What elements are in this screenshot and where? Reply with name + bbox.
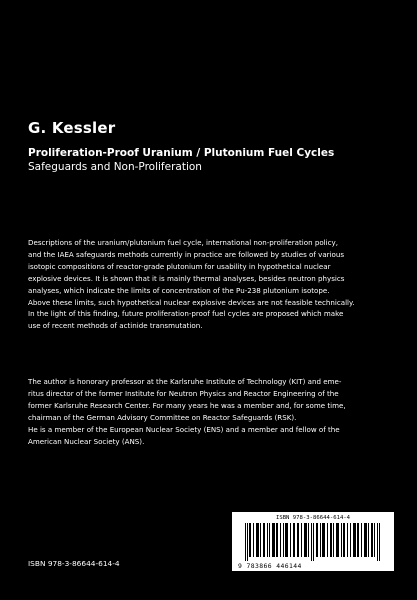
bio-line: The author is honorary professor at the Karlsruhe Institute of Technology (KIT) and eme- <box>28 377 342 386</box>
description-line: Descriptions of the uranium/plutonium fuel cycle, international non-proliferation policy, <box>28 238 338 247</box>
book-title: Proliferation-Proof Uranium / Plutonium Fuel Cycles <box>28 147 335 159</box>
description-line: explosive devices. It is shown that it is mainly thermal analyses, besides neutron physics <box>28 273 345 283</box>
bio-line: American Nuclear Society (ANS). <box>28 436 145 446</box>
barcode-isbn-label: ISBN 978-3-86644-614-4 <box>275 515 351 521</box>
barcode-digits: 9 783866 446144 <box>238 562 302 570</box>
description-line: use of recent methods of actinide transmutation. <box>28 321 203 331</box>
description-line: and the IAEA safeguards methods currently in practice are followed by studies of various <box>28 249 345 259</box>
bio-line: former Karlsruhe Research Center. For many years he was a member and, for some time, <box>28 400 346 410</box>
description-line: isotopic compositions of reactor-grade plutonium for usability in hypothetical nuclear <box>28 261 331 271</box>
bio-line: chairman of the German Advisory Committee on Reactor Safeguards (RSK). <box>28 412 297 422</box>
isbn-barcode <box>232 512 394 571</box>
bio-line: ritus director of the former Institute for Neutron Physics and Reactor Engineering of the <box>28 388 339 398</box>
title-block <box>28 146 398 174</box>
isbn-text: ISBN 978-3-86644-614-4 <box>28 559 120 568</box>
description-line: In the light of this finding, future proliferation-proof fuel cycles are proposed which make <box>28 309 344 319</box>
author-name: G. Kessler <box>28 119 116 137</box>
bio-line: He is a member of the European Nuclear Society (ENS) and a member and fellow of the <box>28 424 340 434</box>
author-bio-paragraph <box>28 376 392 447</box>
description-line: Above these limits, such hypothetical nuclear explosive devices are not feasible technically. <box>28 297 355 307</box>
description-line: analyses, which indicate the limits of concentration of the Pu-238 plutonium isotope. <box>28 285 330 295</box>
description-paragraph <box>28 237 392 332</box>
book-subtitle: Safeguards and Non-Proliferation <box>28 161 202 173</box>
barcode-bars <box>245 523 381 561</box>
